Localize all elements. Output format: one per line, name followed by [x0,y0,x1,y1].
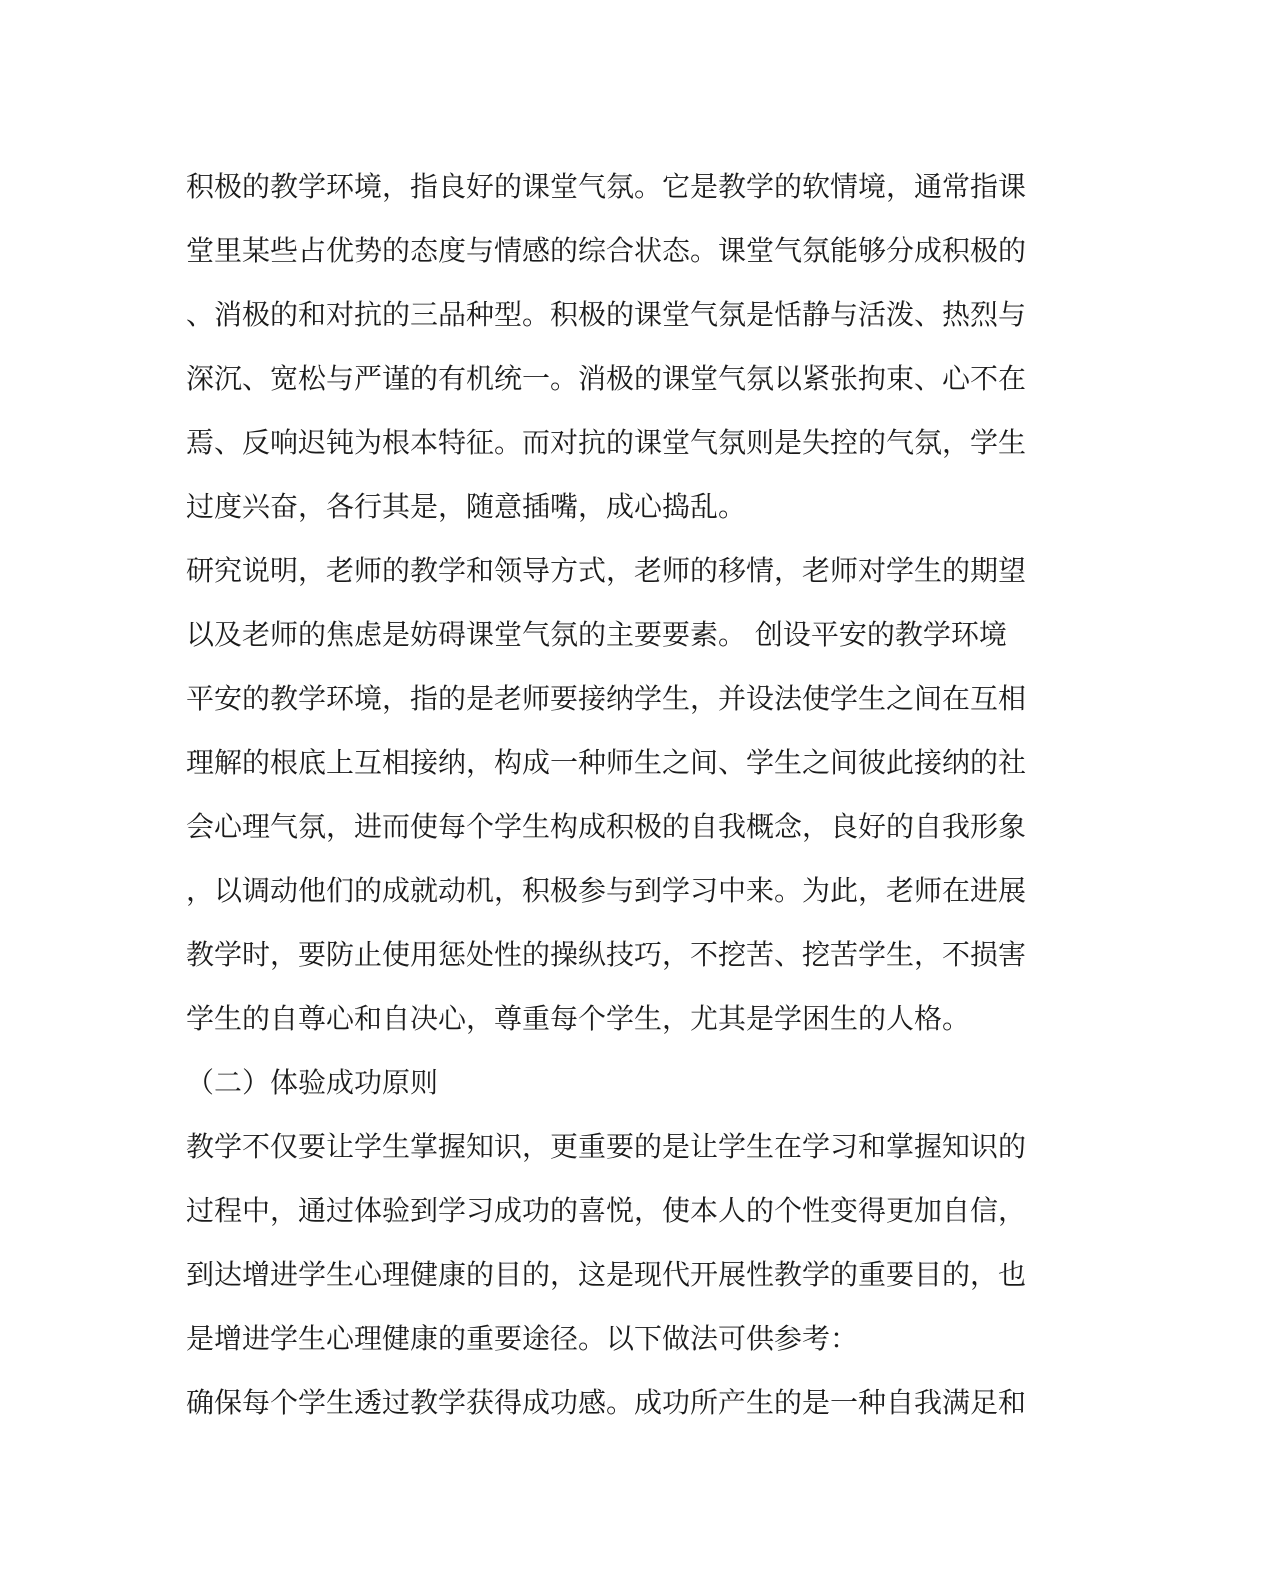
text-line: 深沉、宽松与严谨的有机统一。消极的课堂气氛以紧张拘束、心不在 [186,362,1027,395]
text-line: 教学时，要防止使用惩处性的操纵技巧，不挖苦、挖苦学生，不损害 [186,938,1027,971]
text-line: 是增进学生心理健康的重要途径。以下做法可供参考： [186,1322,859,1355]
text-line: 会心理气氛，进而使每个学生构成积极的自我概念，良好的自我形象 [186,810,1027,843]
body-text [186,155,1056,1435]
text-line: 以及老师的焦虑是妨碍课堂气氛的主要要素。 创设平安的教学环境 [186,618,1007,651]
text-line: 焉、反响迟钝为根本特征。而对抗的课堂气氛则是失控的气氛，学生 [186,426,1027,459]
text-line: 到达增进学生心理健康的目的，这是现代开展性教学的重要目的，也 [186,1258,1027,1291]
text-line: 确保每个学生透过教学获得成功感。成功所产生的是一种自我满足和 [186,1386,1027,1419]
text-line: ，以调动他们的成就动机，积极参与到学习中来。为此，老师在进展 [186,874,1027,907]
section-heading: （二）体验成功原则 [186,1066,439,1099]
text-line: 理解的根底上互相接纳，构成一种师生之间、学生之间彼此接纳的社 [186,746,1027,779]
text-line: 平安的教学环境，指的是老师要接纳学生，并设法使学生之间在互相 [186,682,1027,715]
text-line: 研究说明，老师的教学和领导方式，老师的移情，老师对学生的期望 [186,554,1027,587]
text-line: 堂里某些占优势的态度与情感的综合状态。课堂气氛能够分成积极的 [186,234,1027,267]
text-line: 积极的教学环境，指良好的课堂气氛。它是教学的软情境，通常指课 [186,170,1027,203]
text-line: 学生的自尊心和自决心，尊重每个学生，尤其是学困生的人格。 [186,1002,971,1035]
text-line: 过程中，通过体验到学习成功的喜悦，使本人的个性变得更加自信， [186,1194,1027,1227]
text-line: 过度兴奋，各行其是，随意插嘴，成心捣乱。 [186,490,747,523]
text-line: 、消极的和对抗的三品种型。积极的课堂气氛是恬静与活泼、热烈与 [186,298,1027,331]
text-line: 教学不仅要让学生掌握知识，更重要的是让学生在学习和掌握知识的 [186,1130,1027,1163]
